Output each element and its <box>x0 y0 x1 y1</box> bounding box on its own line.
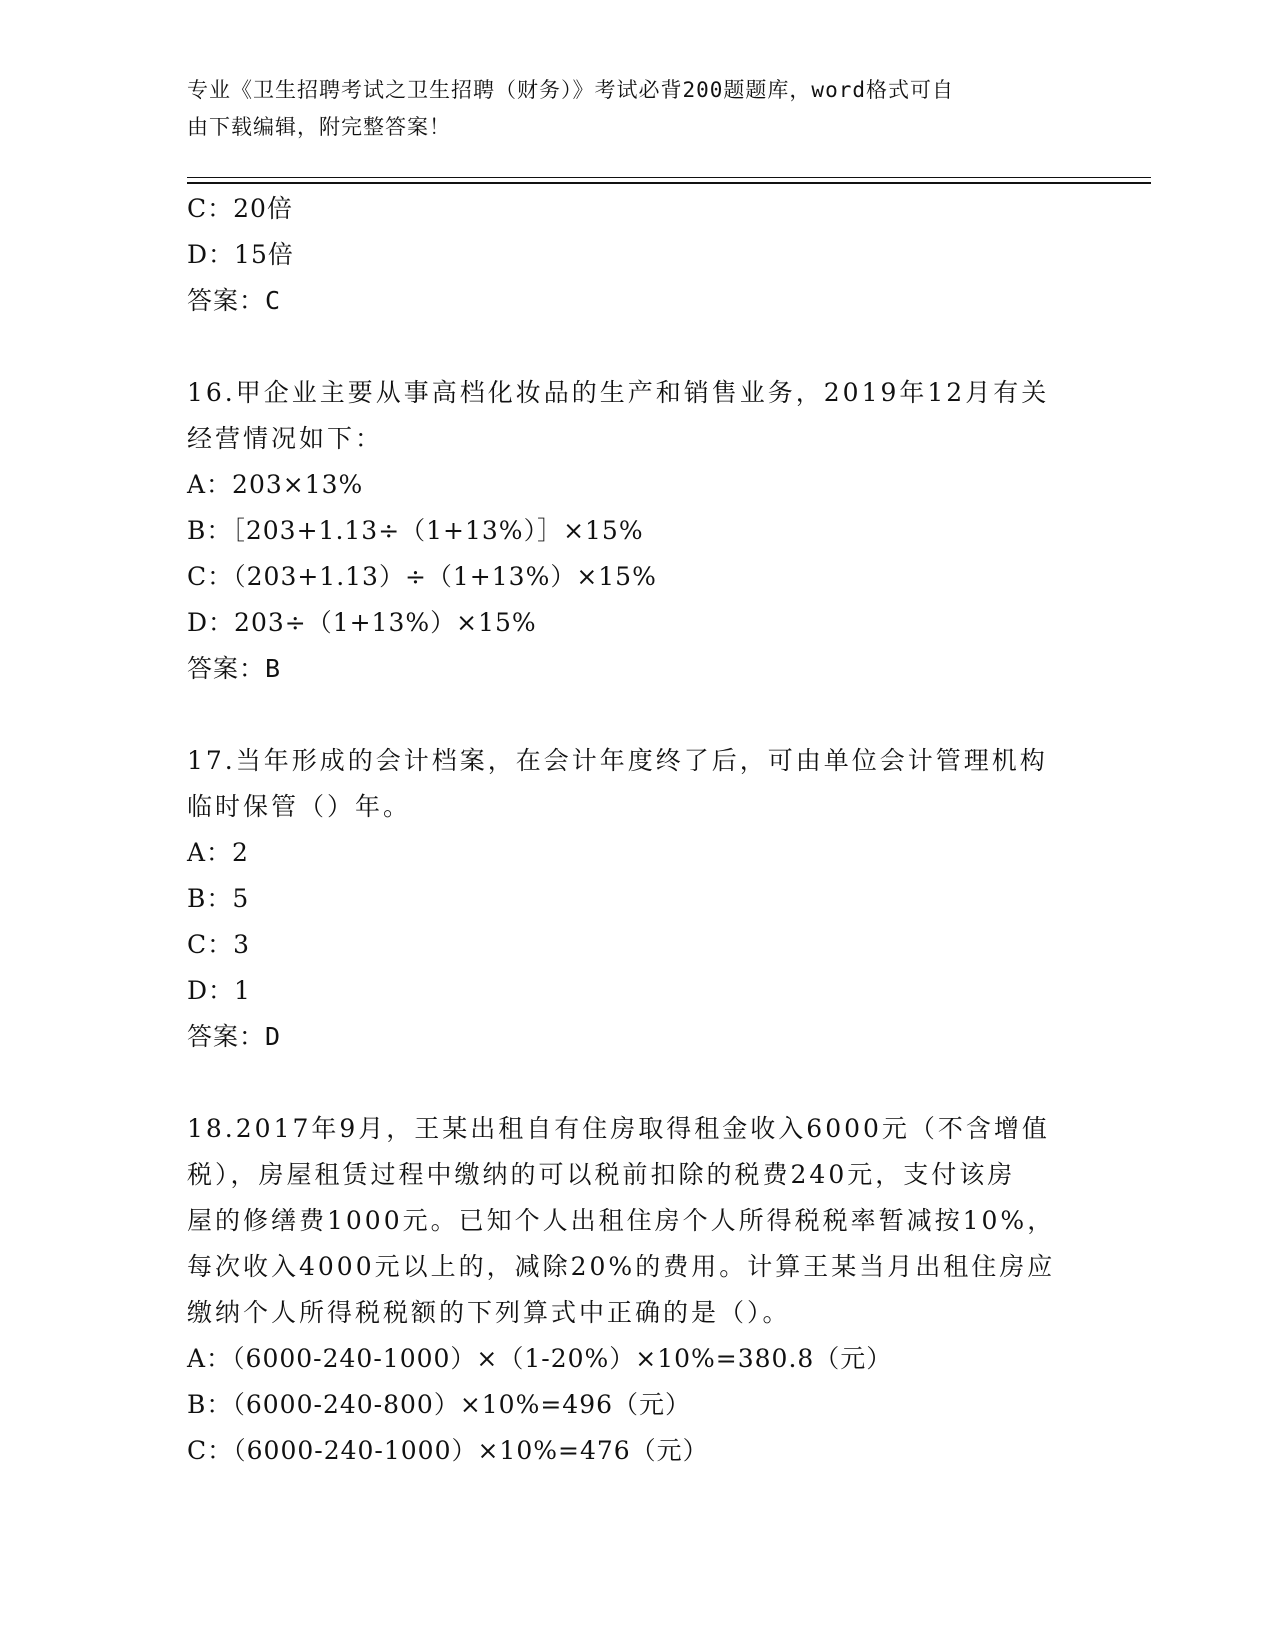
question-stem-line: 17.当年形成的会计档案，在会计年度终了后，可由单位会计管理机构 <box>187 746 1048 775</box>
option-a: A：（6000-240-1000）×（1-20%）×10%=380.8（元） <box>187 1344 893 1373</box>
header-line-2: 由下载编辑，附完整答案！ <box>187 115 451 139</box>
option-c: C：3 <box>187 930 251 959</box>
question-stem-line: 16.甲企业主要从事高档化妆品的生产和销售业务，2019年12月有关 <box>187 378 1050 407</box>
question-16 <box>187 370 1087 692</box>
option-c: C：（203+1.13）÷（1+13%）×15% <box>187 562 657 591</box>
question-stem-line: 临时保管（）年。 <box>187 792 412 821</box>
option-a: A：203×13% <box>187 470 364 499</box>
question-17 <box>187 738 1087 1060</box>
answer-line: 答案：B <box>187 654 282 683</box>
question-stem-line: 税），房屋租赁过程中缴纳的可以税前扣除的税费240元，支付该房 <box>187 1160 1016 1189</box>
spacer <box>187 1060 1087 1106</box>
spacer <box>187 692 1087 738</box>
question-list <box>187 186 1087 1474</box>
option-b: B：（6000-240-800）×10%=496（元） <box>187 1390 692 1419</box>
spacer <box>187 324 1087 370</box>
question-18 <box>187 1106 1087 1474</box>
answer-line: 答案：C <box>187 286 282 315</box>
option-d: D：203÷（1+13%）×15% <box>187 608 537 637</box>
option-b: B：5 <box>187 884 250 913</box>
question-stem-line: 18.2017年9月，王某出租自有住房取得租金收入6000元（不含增值 <box>187 1114 1050 1143</box>
option-d: D：15倍 <box>187 240 294 269</box>
answer-line: 答案：D <box>187 1022 282 1051</box>
header-divider <box>187 177 1151 184</box>
option-d: D：1 <box>187 976 251 1005</box>
option-c: C：（6000-240-1000）×10%=476（元） <box>187 1436 709 1465</box>
question-stem-line: 屋的修缮费1000元。已知个人出租住房个人所得税税率暂减按10%， <box>187 1206 1056 1235</box>
question-stem-line: 缴纳个人所得税税额的下列算式中正确的是（）。 <box>187 1298 791 1327</box>
question-15-tail <box>187 186 1087 324</box>
question-stem-line: 每次收入4000元以上的，减除20%的费用。计算王某当月出租住房应 <box>187 1252 1056 1281</box>
option-a: A：2 <box>187 838 249 867</box>
header-line-1: 专业《卫生招聘考试之卫生招聘（财务）》考试必背200题题库，word格式可自 <box>187 78 954 102</box>
option-b: B：［203+1.13÷（1+13%）］×15% <box>187 516 644 545</box>
document-header <box>187 72 1067 146</box>
question-stem-line: 经营情况如下： <box>187 424 384 453</box>
option-c: C：20倍 <box>187 194 293 223</box>
